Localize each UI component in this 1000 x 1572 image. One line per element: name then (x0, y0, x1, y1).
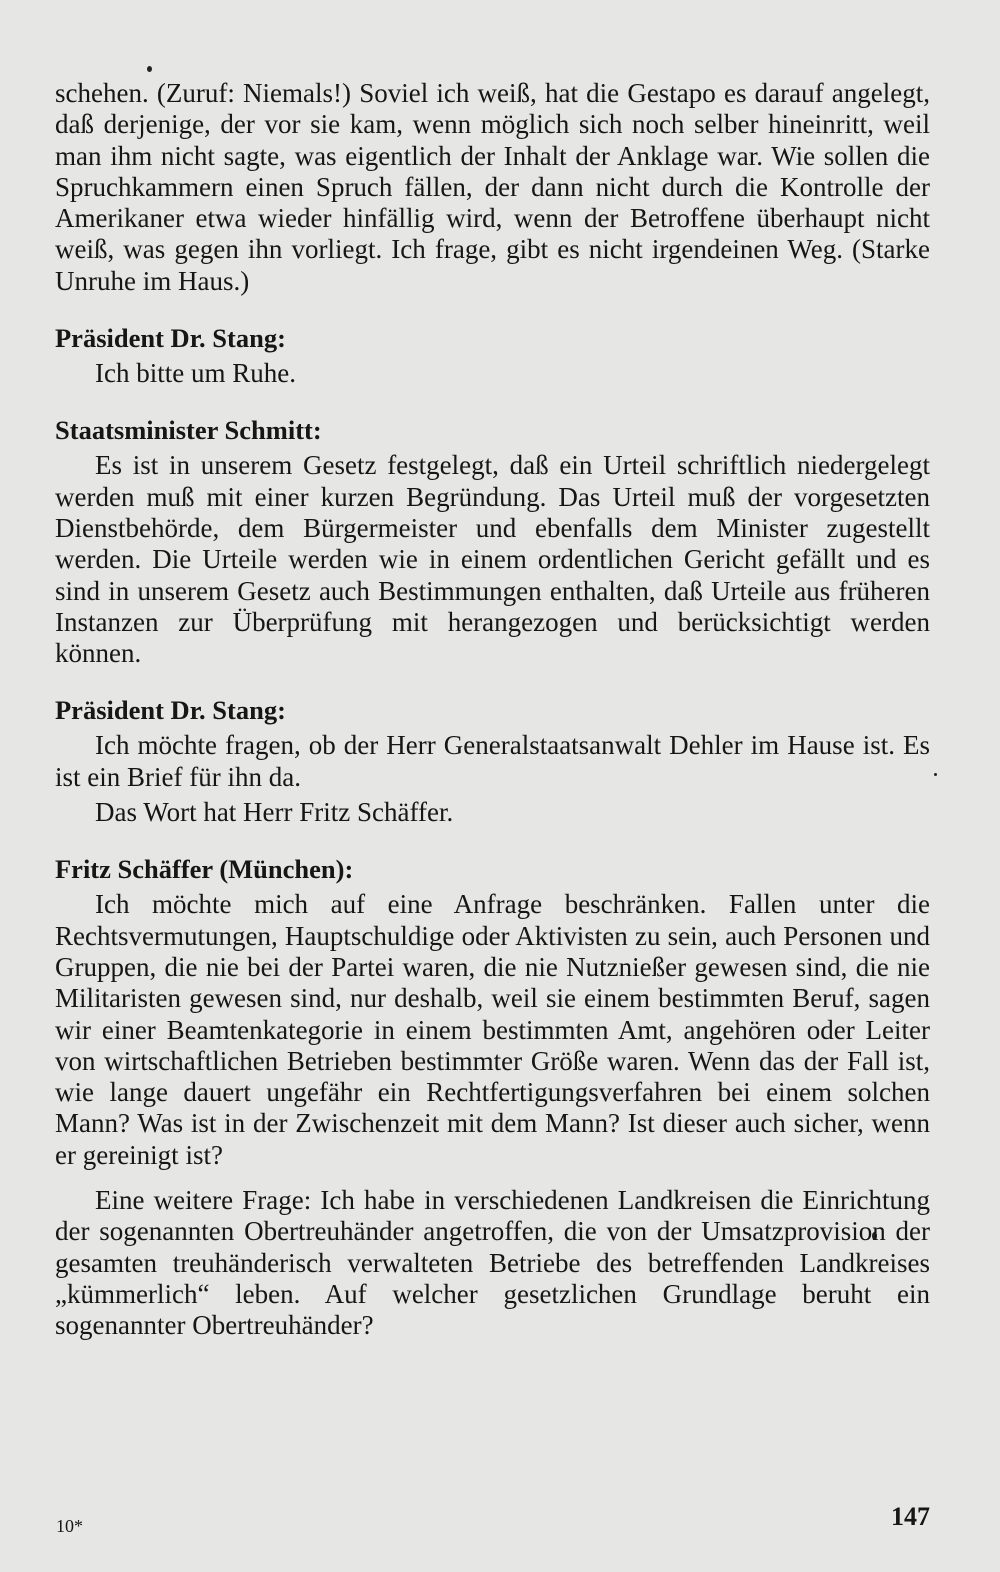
page-number: 147 (891, 1502, 930, 1531)
scan-speck (934, 773, 937, 776)
speaker-heading: Staatsminister Schmitt: (55, 415, 322, 446)
signature-mark: 10* (56, 1516, 83, 1536)
speaker-heading: Fritz Schäffer (München): (55, 854, 354, 885)
speaker-heading: Präsident Dr. Stang: (55, 323, 286, 354)
speech-paragraph: Ich bitte um Ruhe. (95, 358, 296, 389)
continuation-paragraph: schehen. (Zuruf: Niemals!) Soviel ich weiß, hat die Gestapo es darauf angelegt, daß derjenige, der vor sie kam, wenn möglich sich noch selber hineinritt, weil man ihm nicht sagte, was eigentlich der Inhalt der Anklage war. Wie sollen die Spruchkammern einen Spruch fällen, der dann nicht durch die Kontrolle der Amerikaner etwa wieder hinfällig wird, wenn der Betroffene überhaupt nicht weiß, was gegen ihn vorliegt. Ich frage, gibt es nicht irgendeinen Weg. (Starke Unruhe im Haus.) (55, 78, 930, 296)
speech-paragraph: Eine weitere Frage: Ich habe in verschiedenen Landkreisen die Einrichtung der sogenannten Obertreuhänder angetroffen, die von der Umsatzprovision der gesamten treuhänderisch verwalteten Betriebe des betreffenden Landkreises „kümmerlich“ leben. Auf welcher gesetzlichen Grundlage beruht ein sogenannter Obertreuhänder? (55, 1185, 930, 1341)
speaker-heading: Präsident Dr. Stang: (55, 695, 286, 726)
speech-paragraph: Es ist in unserem Gesetz festgelegt, daß ein Urteil schriftlich niedergelegt werden muß mit einer kurzen Begründung. Das Urteil muß der vorgesetzten Dienstbehörde, dem Bürgermeister und ebenfalls dem Minister zugestellt werden. Die Urteile werden wie in einem ordentlichen Gericht gefällt und es sind in unserem Gesetz auch Bestimmungen enthalten, daß Urteile aus früheren Instanzen zur Überprüfung mit herangezogen und berücksichtigt werden können. (55, 450, 930, 669)
speech-paragraph: Das Wort hat Herr Fritz Schäffer. (95, 797, 454, 828)
scan-speck (147, 66, 152, 72)
speech-paragraph: Ich möchte mich auf eine Anfrage beschränken. Fallen unter die Rechtsvermutungen, Hauptschuldige oder Aktivisten zu sein, auch Personen und Gruppen, die nie bei der Partei waren, die nie Nutznießer gewesen sind, die nie Militaristen gewesen sind, nur deshalb, weil sie einem bestimmten Beruf, sagen wir einer Beamtenkategorie in einem bestimmten Amt, angehören oder Leiter von wirtschaftlichen Betrieben bestimmter Größe waren. Wenn das der Fall ist, wie lange dauert ungefähr ein Rechtfertigungsverfahren bei einem solchen Mann? Was ist in der Zwischenzeit mit dem Mann? Ist dieser auch sicher, wenn er gereinigt ist? (55, 889, 930, 1170)
page-body (55, 78, 930, 1342)
speech-paragraph: Ich möchte fragen, ob der Herr Generalstaatsanwalt Dehler im Hause ist. Es ist ein Brief für ihn da. (55, 730, 930, 792)
